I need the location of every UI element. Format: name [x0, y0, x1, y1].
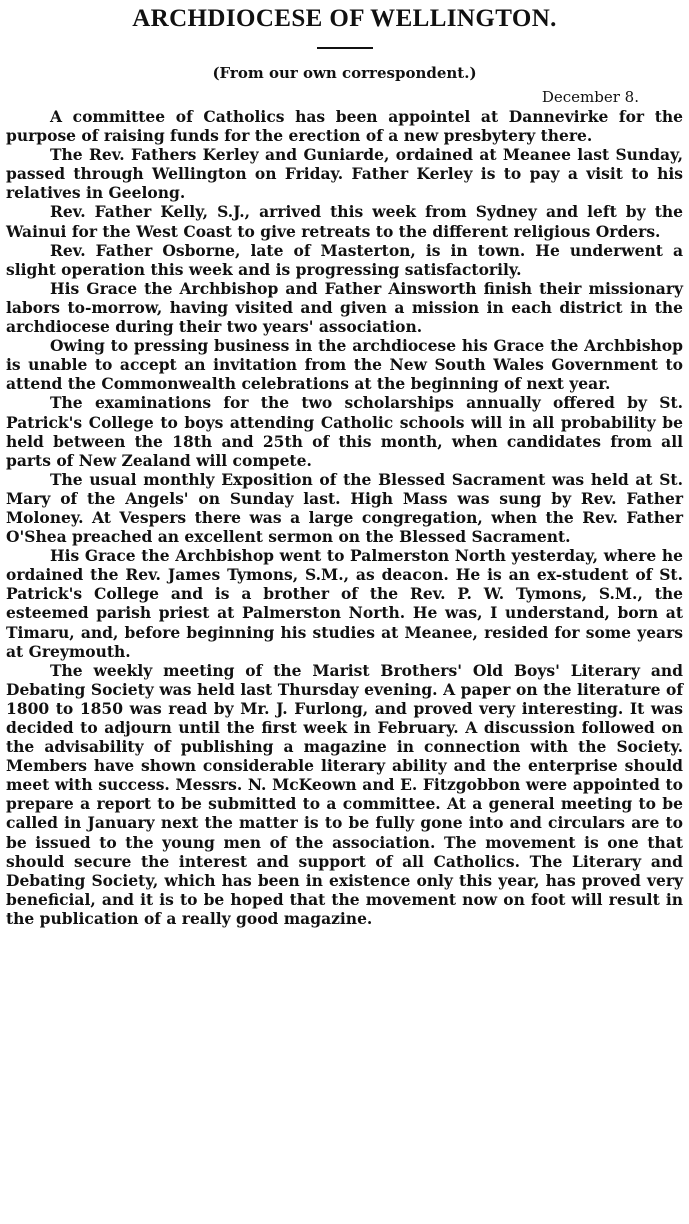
article-body — [6, 107, 683, 928]
paragraph-dannevirke: A committee of Catholics has been appointel at Dannevirke for the purpose of raising funds for the erection of a new presbytery there. — [6, 107, 683, 146]
paragraph-father-osborne: Rev. Father Osborne, late of Masterton, is in town. He underwent a slight operation this week and is progressing satisfactorily. — [6, 240, 683, 279]
paragraph-father-kelly: Rev. Father Kelly, S.J., arrived this week from Sydney and left by the Wainui for the West Coast to give retreats to the different religious Orders. — [6, 202, 683, 241]
paragraph-exposition: The usual monthly Exposition of the Blessed Sacrament was held at St. Mary of the Angels' on Sunday last. High Mass was sung by Rev. Father Moloney. At Vespers there was a large congregation, when the Rev. Father O'Shea preached an excellent sermon on the Blessed Sacrament. — [6, 469, 683, 547]
paragraph-kerley-guniarde: The Rev. Fathers Kerley and Guniarde, ordained at Meanee last Sunday, passed through Wellington on Friday. Father Kerley is to pay a visit to his relatives in Geelong. — [6, 145, 683, 203]
paragraph-debating-society: The weekly meeting of the Marist Brothers' Old Boys' Literary and Debating Society was held last Thursday evening. A paper on the literature of 1800 to 1850 was read by Mr. J. Furlong, and proved very interesting. It was decided to adjourn until the first week in February. A discussion followed on the advisability of publishing a magazine in connection with the Society. Members have shown considerable literary ability and the enterprise should meet with success. Messrs. N. McKeown and E. Fitzgobbon were appointed to prepare a report to be submitted to a committee. At a general meeting to be called in January next the matter is to be fully gone into and circulars are to be issued to the young men of the association. The movement is one that should secure the interest and support of all Catholics. The Literary and Debating Society, which has been in existence only this year, has proved very beneficial, and it is to be hoped that the movement now on foot will result in the publication of a really good magazine. — [6, 660, 683, 928]
paragraph-archbishop-mission: His Grace the Archbishop and Father Ainsworth finish their missionary labors to-morrow, having visited and given a mission in each district in the archdiocese during their two years' association. — [6, 278, 683, 337]
paragraph-ordination: His Grace the Archbishop went to Palmerston North yesterday, where he ordained the Rev. James Tymons, S.M., as deacon. He is an ex-student of St. Patrick's College and is a brother of the Rev. P. W. Tymons, S.M., the esteemed parish priest at Palmerston North. He was, I understand, born at Timaru, and, before beginning his studies at Meanee, resided for some years at Greymouth. — [6, 546, 683, 661]
paragraph-scholarships: The examinations for the two scholarships annually offered by St. Patrick's College to boys attending Catholic schools will in all probability be held between the 18th and 25th of this month, when candidates from all parts of New Zealand will compete. — [6, 393, 683, 470]
byline: (From our own correspondent.) — [212, 64, 477, 82]
paragraph-commonwealth-invitation: Owing to pressing business in the archdiocese his Grace the Archbishop is unable to accept an invitation from the New South Wales Government to attend the Commonwealth celebrations at the beginning of next year. — [6, 336, 683, 394]
headline: ARCHDIOCESE OF WELLINGTON. — [132, 5, 557, 32]
headline-rule — [317, 47, 373, 49]
dateline: December 8. — [541, 88, 639, 106]
